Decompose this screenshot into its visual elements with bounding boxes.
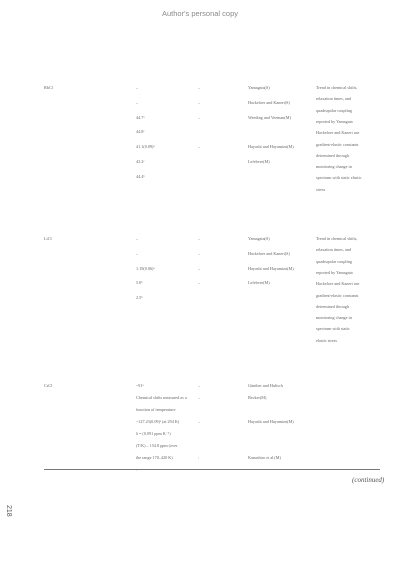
reference-cell: Weeding and Veeman(M) (248, 114, 291, 120)
table-bottom-rule (44, 469, 380, 470)
value-cell: 41.1(0.09)ᵃ (136, 144, 155, 150)
reference-cell: Yamagata(S) (248, 236, 270, 241)
value-cell: – (198, 114, 201, 120)
compound-licl: LiCl (44, 236, 52, 241)
value-cell: : (198, 455, 200, 460)
note-cell: stress (316, 186, 326, 192)
note-cell: monitoring change in (316, 315, 352, 321)
reference-cell: Kanashiro et al.(M) (248, 455, 281, 460)
compound-cscl: CsCl (44, 383, 53, 388)
reference-cell: Yamagata(S) (248, 85, 270, 90)
value-cell: 1.19(0.06)ᵃ (136, 265, 155, 271)
continued-label: (continued) (352, 476, 385, 484)
reference-cell: Hayashi and Hayamizu(M) (248, 419, 294, 424)
note-cell: Hackeloer and Kanert use (316, 130, 360, 136)
value-cell: – (136, 99, 139, 105)
reference-cell: Hackeloer and Kanert(S) (248, 250, 290, 256)
value-cell: 44.8ᶜ (136, 129, 145, 135)
reference-cell: Becker(M) (248, 395, 267, 400)
value-cell: – (198, 236, 201, 241)
note-cell: reported by Yamagata (316, 269, 353, 275)
reference-cell: Hayashi and Hayamizu(M) (248, 144, 294, 150)
value-cell: – (198, 85, 201, 90)
value-cell: ~91ᵃ (136, 383, 144, 388)
page-number: 218 (5, 505, 12, 517)
value-cell: – (136, 250, 139, 256)
reference-cell: Günther and Hultsch (248, 383, 283, 388)
value-cell: 5.0ᵇ (136, 280, 143, 286)
value-cell: – (198, 144, 201, 150)
note-cell: determined through (316, 303, 349, 309)
note-cell: Hackeloer and Kanert use (316, 281, 360, 287)
value-cell: – (136, 85, 139, 90)
value-cell: (T/K) – 154.8 ppm (over (136, 443, 178, 448)
note-cell: determined through (316, 152, 349, 158)
value-cell: – (198, 419, 201, 424)
value-cell: – (198, 395, 201, 400)
note-cell: quadrupolar coupling (316, 107, 352, 113)
note-cell: quadrupolar coupling (316, 258, 352, 264)
page-header: Author's personal copy (161, 9, 239, 18)
value-cell: – (198, 280, 201, 286)
note-cell: elastic stress (316, 337, 338, 343)
value-cell: Chemical shifts measured as a (136, 395, 187, 400)
value-cell: ~127.23(0.09)ᵃ (at 294 K) (136, 419, 180, 424)
reference-cell: Hayashi and Hayamizu(M) (248, 265, 294, 271)
value-cell: 43.2ᶜ (136, 159, 145, 164)
reference-cell: Lefebvre(M) (248, 159, 270, 164)
value-cell: the range 170–420 K) (136, 455, 173, 460)
note-cell: spectrum with static (316, 326, 350, 332)
note-cell: relaxation times, and (316, 96, 352, 102)
value-cell: – (198, 265, 201, 271)
note-cell: gradient-elastic constants (316, 292, 359, 298)
note-cell: gradient-elastic constants (316, 141, 359, 147)
note-cell: Trend in chemical shifts, (316, 85, 358, 90)
note-cell: spectrum with static elastic (316, 175, 362, 181)
note-cell: monitoring change in (316, 164, 352, 170)
value-cell: 2.5ᵇ (136, 295, 143, 301)
value-cell: 44.4ᵇ (136, 173, 145, 179)
reference-cell: Lefebvre(M) (248, 280, 270, 286)
value-cell: δ = (0.091 ppm K⁻¹) (136, 431, 171, 436)
note-cell: reported by Yamagata (316, 118, 353, 124)
note-cell: Trend in chemical shifts, (316, 236, 358, 241)
compound-rbcl: RbCl (44, 85, 53, 90)
value-cell: function of temperature (136, 407, 176, 412)
value-cell: – (198, 250, 201, 256)
value-cell: 44.7ᵃ (136, 114, 145, 120)
value-cell: – (198, 383, 201, 388)
reference-cell: Hackeloer and Kanert(S) (248, 99, 290, 105)
value-cell: – (198, 99, 201, 105)
note-cell: relaxation times, and (316, 247, 352, 253)
value-cell: – (136, 236, 139, 241)
